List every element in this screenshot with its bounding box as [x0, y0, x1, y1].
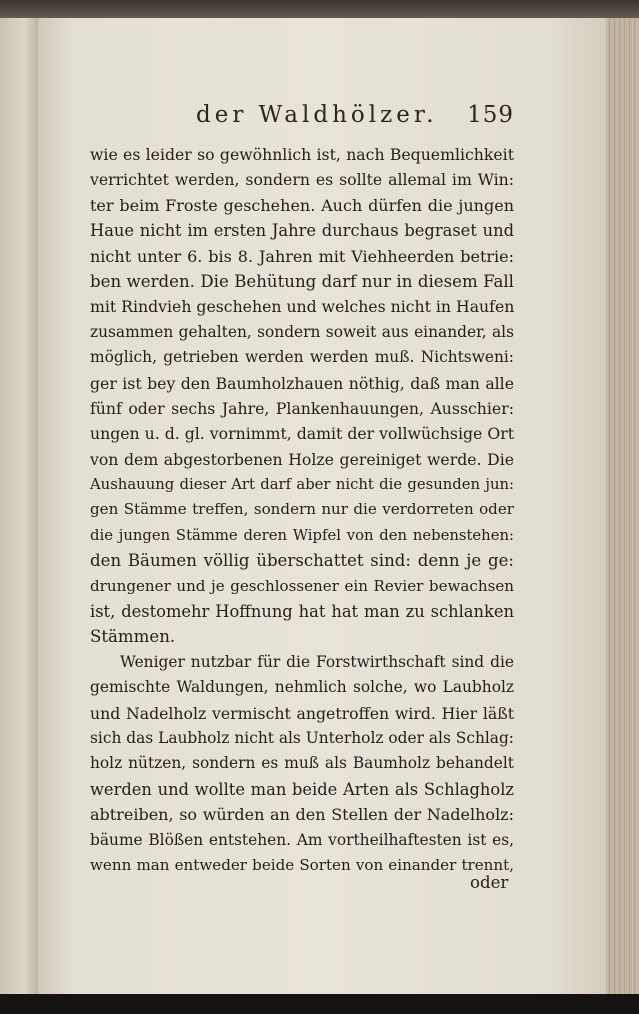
text-line: ben werden. Die Behütung darf nur in diesem Fall — [90, 271, 514, 291]
text-line: mit Rindvieh geschehen und welches nicht in Haufen — [90, 297, 514, 317]
scan-bottom-edge — [0, 994, 639, 1014]
previous-page-edge — [0, 18, 41, 996]
text-line: verrichtet werden, sondern es sollte allemal im Win: — [90, 170, 514, 190]
text-line: möglich, getrieben werden werden muß. Nichtsweni: — [90, 348, 514, 367]
text-line: gen Stämme treffen, sondern nur die verdorreten oder — [90, 500, 514, 519]
text-line: sich das Laubholz nicht als Unterholz oder als Schlag: — [90, 728, 514, 747]
text-line: holz nützen, sondern es muß als Baumholz behandelt — [90, 754, 514, 773]
text-line: ger ist bey den Baumholzhauen nöthig, daß man alle — [90, 373, 514, 393]
text-line: ter beim Froste geschehen. Auch dürfen die jungen — [90, 195, 514, 215]
book-top-edge — [0, 0, 639, 20]
text-line: wie es leider so gewöhnlich ist, nach Bequemlichkeit — [90, 145, 514, 164]
text-line: den Bäumen völlig überschattet sind: denn je ge: — [90, 551, 514, 571]
page-number: 159 — [467, 102, 514, 128]
text-line: Haue nicht im ersten Jahre durchaus begraset und — [90, 221, 514, 241]
text-line: Stämmen. — [90, 627, 176, 647]
running-head — [96, 100, 516, 134]
page-fore-edge — [606, 18, 639, 994]
text-line: Weniger nutzbar für die Forstwirthschaft sind die — [120, 652, 514, 671]
text-line: bäume Blößen entstehen. Am vortheilhaftesten ist es, — [90, 830, 514, 849]
text-line: abtreiben, so würden an den Stellen der Nadelholz: — [90, 805, 514, 825]
text-line: die jungen Stämme deren Wipfel von den nebenstehen: — [90, 526, 514, 544]
body-text — [90, 142, 514, 878]
text-line: nicht unter 6. bis 8. Jahren mit Viehheerden betrie: — [90, 246, 514, 266]
text-line: gemischte Waldungen, nehmlich solche, wo Laubholz — [90, 678, 514, 697]
text-line: Aushauung dieser Art darf aber nicht die gesunden jun: — [90, 476, 514, 494]
text-line: wenn man entweder beide Sorten von einander trennt, — [90, 855, 514, 874]
text-line: und Nadelholz vermischt angetroffen wird. Hier läßt — [90, 703, 514, 723]
text-line: drungener und je geschlossener ein Revier bewachsen — [90, 576, 514, 595]
text-line: fünf oder sechs Jahre, Plankenhauungen, Ausschier: — [90, 398, 514, 418]
text-line: werden und wollte man beide Arten als Schlagholz — [90, 779, 514, 799]
text-line: von dem abgestorbenen Holze gereiniget werde. Die — [90, 449, 514, 469]
catchword: oder — [470, 873, 509, 892]
text-line: zusammen gehalten, sondern soweit aus einander, als — [90, 322, 514, 341]
paragraph — [90, 142, 514, 650]
running-title: der Waldhölzer. — [196, 102, 438, 128]
text-line: ungen u. d. gl. vornimmt, damit der vollwüchsige Ort — [90, 424, 514, 444]
paragraph — [90, 650, 514, 879]
text-line: ist, destomehr Hoffnung hat hat man zu schlanken — [90, 602, 514, 622]
